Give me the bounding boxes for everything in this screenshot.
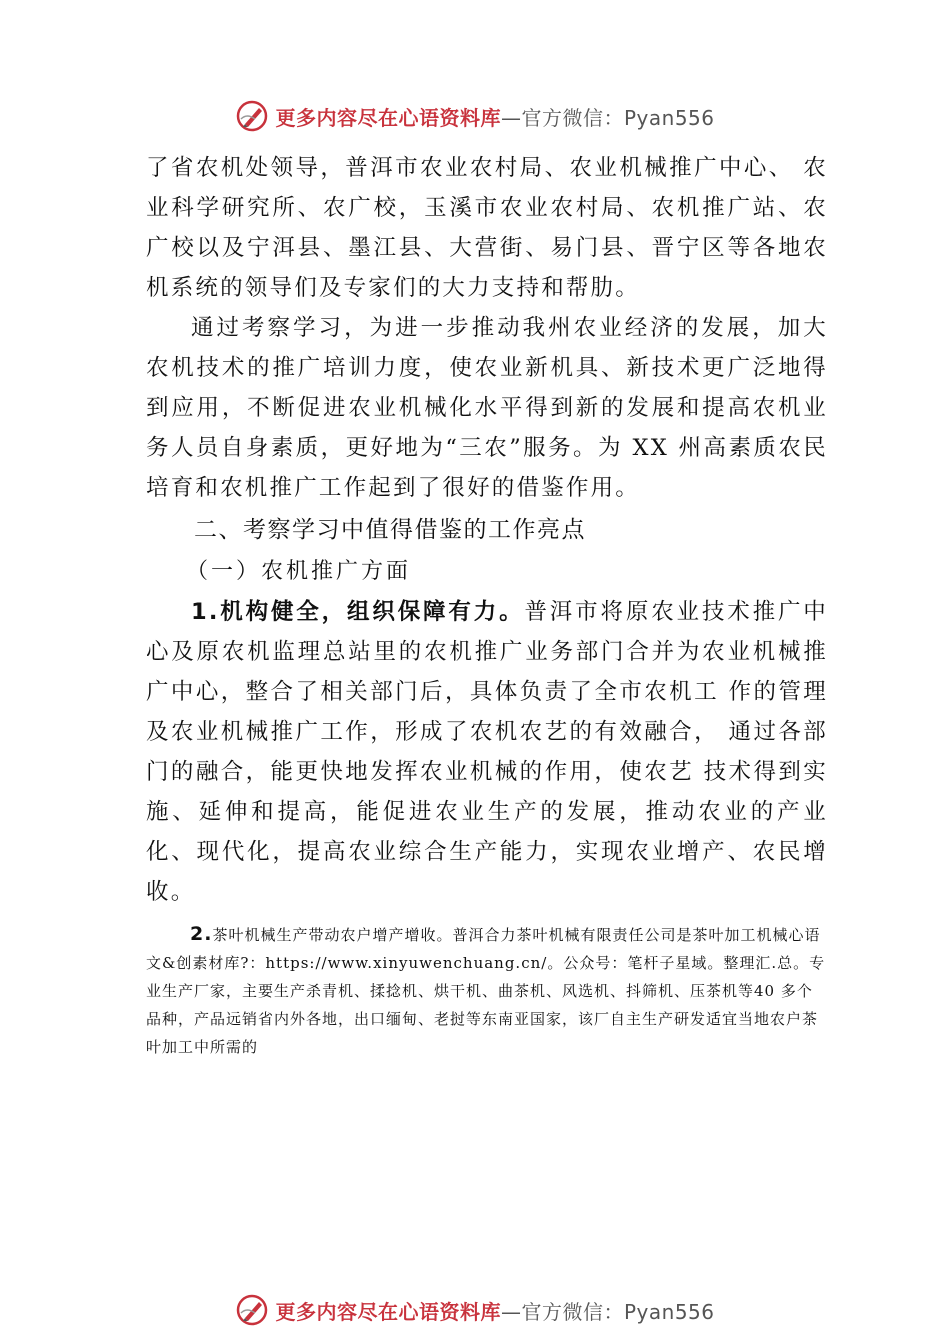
header-wechat-id: Pyan556 — [623, 105, 715, 130]
header-red-text: 更多内容尽在心语资料库 — [275, 105, 501, 130]
pen-circle-logo-icon — [235, 99, 269, 133]
header-text — [275, 102, 714, 131]
item-2-paragraph — [146, 920, 828, 1061]
item-2-body: 茶叶机械生产带动农户增产增收。普洱合力茶叶机械有限责任公司是茶叶加工机械心语文&创素材库?：https://www.xinyuwenchuang.cn/。公众号：笔杆子星域。整理汇.总。专业生产厂家，主要生产杀青机、揉捻机、烘干机、曲茶机、风选机、抖筛机、压茶机等40 多个品种，产品远销省内外各地，出口缅甸、老挝等东南亚国家，该厂自主生产研发适宜当地农户茶叶加工中所需的 — [146, 926, 826, 1056]
item-1-paragraph — [146, 592, 828, 912]
footer-text — [275, 1296, 714, 1325]
footer-banner — [0, 1290, 950, 1330]
footer-dash: — — [500, 1299, 522, 1324]
pen-circle-logo-icon — [235, 1293, 269, 1327]
item-1-body: 普洱市将原农业技术推广中心及原农机监理总站里的农机推广业务部门合并为农业机械推广中心，整合了相关部门后，具体负责了全市农机工 作的管理及农业机械推广工作，形成了农机农艺的有效融合， 通过各部门的融合，能更快地发挥农业机械的作用，使农艺 技术得到实施、延伸和提高，能促进农业生产的发展，推动农业的产业化、现代化，提高农业综合生产能力，实现农业增产、农民增收。 — [146, 599, 828, 905]
footer-red-text: 更多内容尽在心语资料库 — [275, 1299, 501, 1324]
footer-wechat-id: Pyan556 — [623, 1299, 715, 1324]
paragraph-1: 了省农机处领导，普洱市农业农村局、农业机械推广中心、 农业科学研究所、农广校，玉溪市农业农村局、农机推广站、农广校以及宁洱县、墨江县、大营街、易门县、晋宁区等各地农机系统的领导们及专家们的大力支持和帮肋。 — [146, 155, 828, 301]
header-gray-text: 官方微信： — [521, 105, 624, 130]
header-dash: — — [500, 105, 522, 130]
document-body — [146, 148, 828, 1061]
item-1-lead: 1.机构健全，组织保障有力。 — [191, 599, 525, 625]
header-banner — [0, 96, 950, 136]
footer-gray-text: 官方微信： — [521, 1299, 624, 1324]
item-2-number: 2. — [190, 923, 213, 945]
paragraph-2: 通过考察学习，为进一步推动我州农业经济的发展，加大农机技术的推广培训力度，使农业新机具、新技术更广泛地得到应用，不断促进农业机械化水平得到新的发展和提高农机业务人员自身素质，更好地为“三农”服务。为 XX 州高素质农民培育和农机推广工作起到了很好的借鉴作用。 — [146, 315, 828, 501]
section-heading: 二、考察学习中值得借鉴的工作亮点 — [194, 517, 586, 543]
subsection-heading: （一）农机推广方面 — [186, 559, 412, 584]
